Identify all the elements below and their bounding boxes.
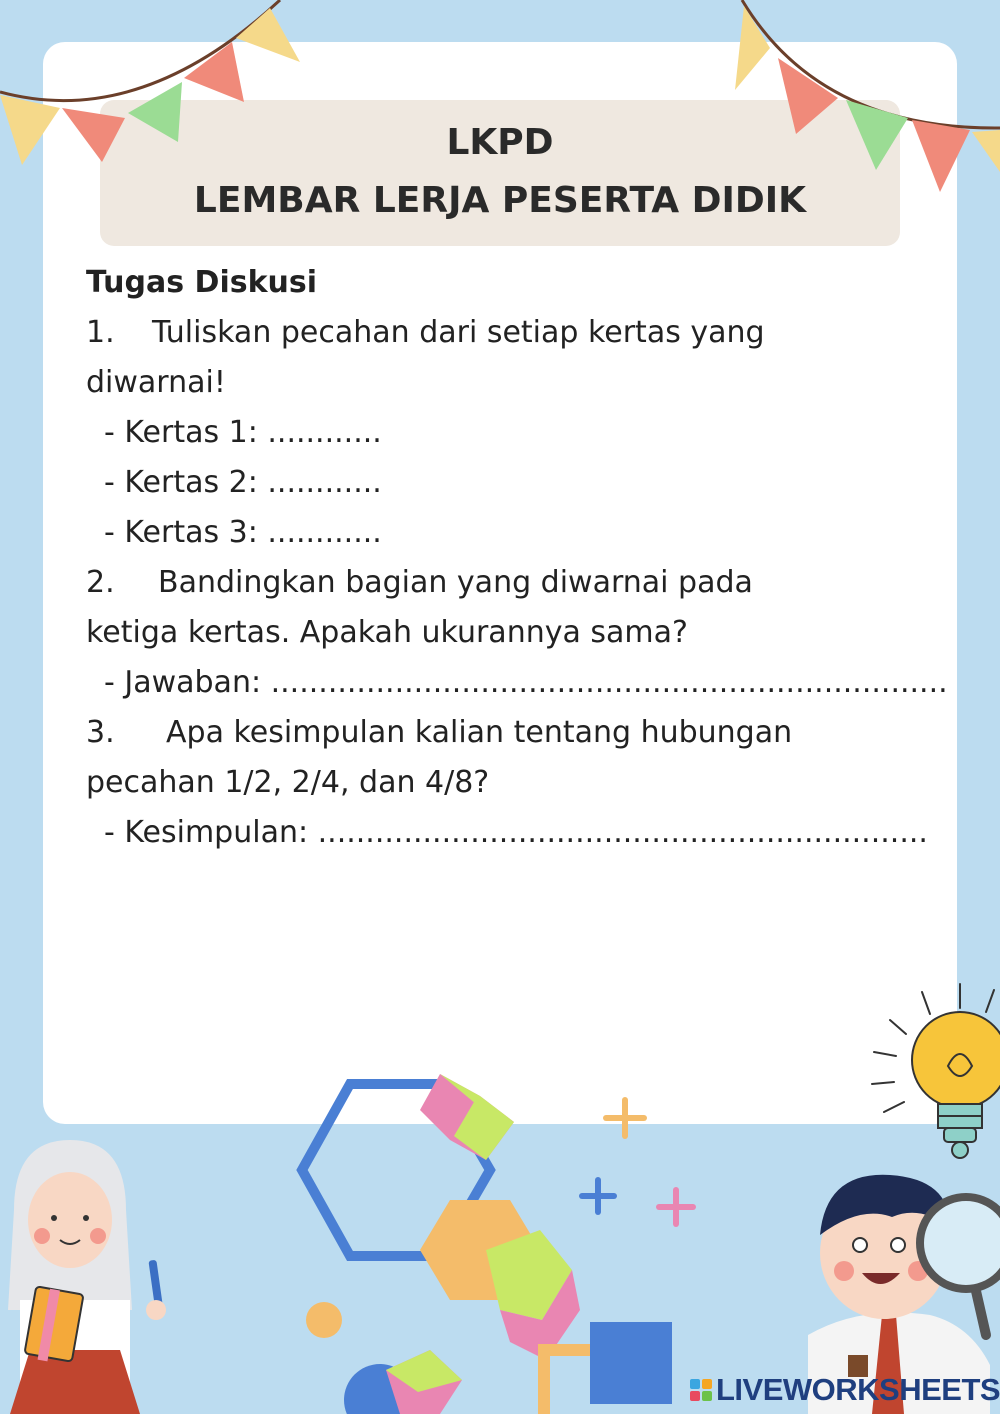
question-2-text: Bandingkan bagian yang diwarnai pada <box>158 565 753 600</box>
question-1-number: 1. <box>86 315 115 350</box>
task-content <box>86 258 948 858</box>
question-1 <box>86 308 926 358</box>
bunting-flags <box>0 0 1000 200</box>
question-3-text-continued: pecahan 1/2, 2/4, dan 4/8? <box>86 765 490 800</box>
answer-kertas-2[interactable]: - Kertas 2: ............ <box>104 465 382 500</box>
liveworksheets-logo <box>690 1372 1000 1408</box>
question-2 <box>86 558 926 608</box>
liveworksheets-mark-icon <box>690 1379 712 1401</box>
question-1-text-continued: diwarnai! <box>86 365 226 400</box>
title-lkpd: LKPD <box>446 122 554 163</box>
answer-jawaban[interactable]: - Jawaban: ....................................................................... <box>104 665 948 700</box>
liveworksheets-text: LIVEWORKSHEETS <box>716 1372 1000 1407</box>
answer-kertas-3[interactable]: - Kertas 3: ............ <box>104 515 382 550</box>
answer-kesimpulan[interactable]: - Kesimpulan: ................................................................ <box>104 815 928 850</box>
question-1-text: Tuliskan pecahan dari setiap kertas yang <box>152 315 765 350</box>
geometric-shapes <box>290 1070 720 1414</box>
question-2-text-continued: ketiga kertas. Apakah ukurannya sama? <box>86 615 688 650</box>
question-3-number: 3. <box>86 715 115 750</box>
girl-student <box>0 1140 180 1414</box>
question-3 <box>86 708 926 758</box>
question-2-number: 2. <box>86 565 115 600</box>
lightbulb-icon <box>860 980 1000 1170</box>
question-3-text: Apa kesimpulan kalian tentang hubungan <box>166 715 793 750</box>
answer-kertas-1[interactable]: - Kertas 1: ............ <box>104 415 382 450</box>
task-heading: Tugas Diskusi <box>86 265 318 300</box>
title-full: LEMBAR LERJA PESERTA DIDIK <box>193 180 807 221</box>
